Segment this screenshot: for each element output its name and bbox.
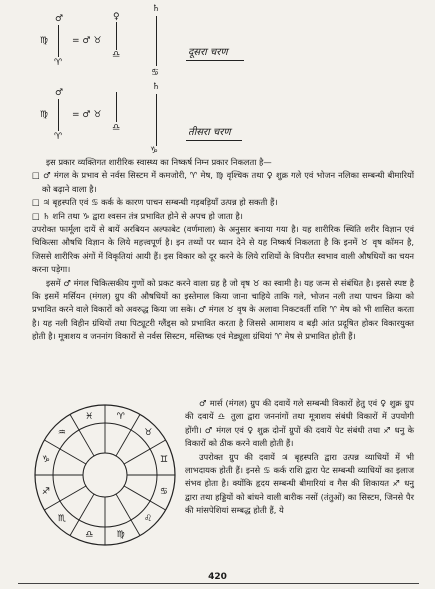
connector-line xyxy=(58,25,59,57)
wheel-spokes xyxy=(35,405,175,545)
zodiac-sign-glyph: ♓ xyxy=(85,412,94,423)
connector-line xyxy=(156,94,157,146)
zodiac-sign-glyph: ♍ xyxy=(116,529,125,540)
caption-underline xyxy=(186,60,244,61)
body-paragraph: इसमें ♂ मंगल चिकित्सकीय गुणों को प्रकट करने वाला ग्रह है जो वृष ♉ का स्वामी है। यह जन्म से संबंधित है। इससे स्पष्ट है कि इसमें मर्सियन (मंगल) ग्रुप की औषधियों का इस्तेमाल किया जाना चाहिये ताकि गले, भोजन नली तथा पाचन क्रिया को प्रभावित करने वाले विकारों को अवरुद्ध किया जा सके। ♂ मंगल ♉ वृष के अलावा निकटवर्ती राशि ♈ मेष को भी शासित करता है। यह नली विहीन ग्रंथियों तथा पिट्यूटरी ग्लैंड्स को प्रभावित करता है जिससे आमाशय व बड़ी आंत प्रदूषित होकर विकारयुक्त होती है। मूत्राशय व जननांग विकारों से नर्वस सिस्टम, मस्तिष्क एवं मेड्यूला ग्रंथियां ♈ मेष से प्रभावित होती हैं। xyxy=(32,277,414,342)
zodiac-wheel xyxy=(30,397,180,555)
wheel-inner-ring xyxy=(83,453,127,497)
zodiac-sign-glyph: ♌ xyxy=(144,514,153,525)
zodiac-sign-glyph: ♈ xyxy=(116,412,125,423)
caption-underline xyxy=(186,140,242,141)
connector-line xyxy=(58,99,59,131)
bullet-item: □ ♄ शनि तथा ♑ द्वारा श्वसन तंत्र प्रभावित होने से अपच हो जाता है। xyxy=(32,210,243,221)
body-paragraph: ♂ मार्स (मंगल) ग्रुप की दवायें गले सम्बन्धी विकारों हेतु एवं ♀ शुक्र ग्रुप की दवायें ♎ तुला द्वारा जननांगों तथा मूत्राशय संबंधी विकारों में उपयोगी होंगी। ♂ मंगल एवं ♀ शुक्र दोनों ग्रुपों की दवायें पेट संबंधी तथा ♐ धनु के विकारों को ठीक करने वाली होती हैं। xyxy=(185,398,414,449)
wheel-spoke xyxy=(44,486,86,510)
libra-symbol: ♎ xyxy=(112,50,121,60)
zodiac-sign-glyph: ♋ xyxy=(159,486,168,497)
virgo-symbol: ♍ xyxy=(40,110,49,120)
caption-second-step: दूसरा चरण xyxy=(188,47,228,58)
wheel-spoke xyxy=(44,440,86,464)
connector-line xyxy=(116,22,117,50)
zodiac-sign-glyph: ♉ xyxy=(144,427,153,438)
main-text xyxy=(32,156,414,344)
virgo-symbol: ♍ xyxy=(40,36,49,46)
intro-paragraph: इस प्रकार व्यक्तिगत शारीरिक स्वास्थ्य का निष्कर्ष निम्न प्रकार निकलता है— xyxy=(46,157,272,167)
capricorn-symbol: ♑ xyxy=(150,146,159,156)
saturn-symbol: ♄ xyxy=(152,4,161,14)
formula-equation: = ♂ ♉ xyxy=(72,110,102,120)
caption-third-step: तीसरा चरण xyxy=(188,127,231,138)
bullet-item: □ ♂ मंगल के प्रभाव से नर्वस सिस्टम में कमजोरी, ♈ मेष, ♍ वृश्चिक तथा ♀ शुक्र गले एवं भोजन नलिका सम्बन्धी बीमारियों को बढ़ाने वाला है। xyxy=(32,170,414,194)
zodiac-sign-glyph: ♎ xyxy=(85,529,94,540)
page-bottom-border xyxy=(18,583,419,584)
cancer-symbol: ♋ xyxy=(151,68,160,78)
zodiac-sign-glyph: ♊ xyxy=(159,455,168,466)
page-number: 420 xyxy=(208,572,227,582)
zodiac-sign-glyph: ♒ xyxy=(57,427,66,438)
zodiac-sign-glyph: ♐ xyxy=(42,486,51,497)
formula-equation: = ♂ ♉ xyxy=(72,36,102,46)
venus-symbol: ♀ xyxy=(113,12,120,22)
zodiac-sign-glyph: ♏ xyxy=(57,514,66,525)
body-paragraph: उपरोक्त ग्रुप की दवायें ♃ बृहस्पति द्वारा उत्पन्न व्याधियों में भी लाभदायक होती हैं। इनसे ♋ कर्क राशि द्वारा पेट सम्बन्धी व्याधियों का इलाज संभव होता है। क्योंकि हृदय सम्बन्धी बीमारियां व गैस की शिकायत ♐ धनु द्वारा तथा हड्डियों को बांधने वाली बारीक नसों (तंतुओं) का सिस्टम, जिनसे पैर की मांसपेशियां सम्बद्ध होती हैं, ये xyxy=(185,451,414,516)
aries-symbol: ♈ xyxy=(54,58,63,68)
body-paragraph: उपरोक्त फार्मूला दायें से बायें अरबियन अल्फाबेट (वर्णमाला) के अनुसार बनाया गया है। यह शारीरिक स्थिति शरीर विज्ञान एवं चिकित्सा औषधि विज्ञान के लिये महत्त्वपूर्ण है। इन तथ्यों पर ध्यान देने से यह निष्कर्ष निकलता है कि इनमें ♉ वृष कॉमन है, जिससे शारीरिक अंगों में विकृतियां आयी हैं। इस विकार को दूर करने के लिये राशियों के विपरीत स्वभाव वाली औषधियों का चयन करना पड़ेगा। xyxy=(32,224,414,275)
saturn-symbol: ♄ xyxy=(152,82,161,92)
libra-symbol: ♎ xyxy=(112,123,121,133)
mars-symbol: ♂ xyxy=(55,88,64,98)
side-text xyxy=(185,397,414,518)
mars-symbol: ♂ xyxy=(55,14,64,24)
connector-line xyxy=(156,16,157,66)
aries-symbol: ♈ xyxy=(54,132,63,142)
bullet-item: □ ♃ बृहस्पति एवं ♋ कर्क के कारण पाचन सम्बन्धी गड़बड़ियाँ उत्पन्न हो सकती हैं। xyxy=(32,197,278,208)
connector-line xyxy=(116,92,117,122)
zodiac-sign-glyph: ♑ xyxy=(42,455,51,466)
